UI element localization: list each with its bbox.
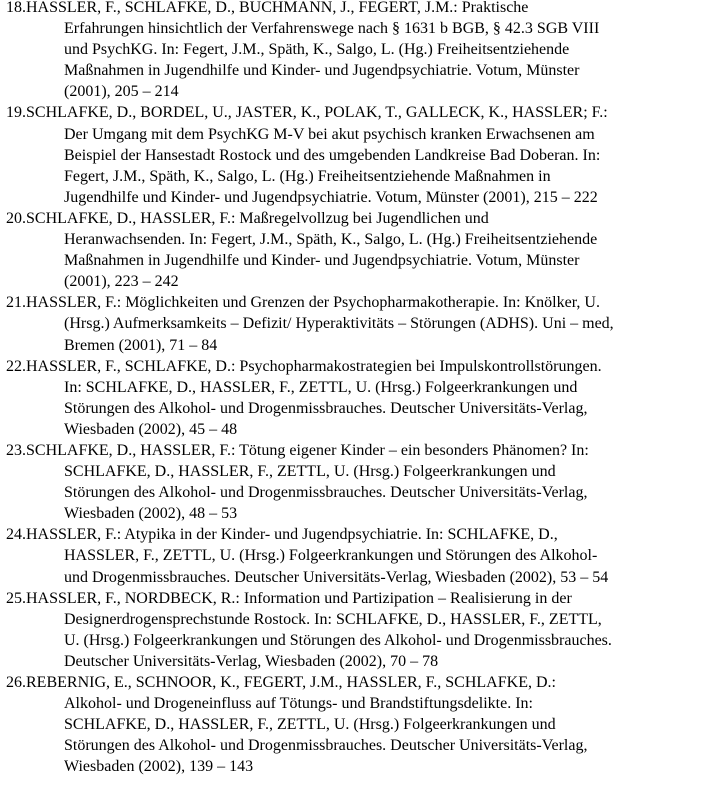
reference-line: Fegert, J.M., Späth, K., Salgo, L. (Hg.) Freiheitsentziehende Maßnahmen in <box>64 167 551 185</box>
reference-line: Wiesbaden (2002), 139 – 143 <box>64 758 254 776</box>
reference-line: Deutscher Universitäts-Verlag, Wiesbaden (2002), 70 – 78 <box>64 652 439 670</box>
reference-line: HASSLER, F.: Möglichkeiten und Grenzen der Psychopharmakotherapie. In: Knölker, U. <box>26 294 600 312</box>
reference-line: Jugendhilfe und Kinder- und Jugendpsychiatrie. Votum, Münster (2001), 215 – 222 <box>64 188 598 206</box>
reference-entry <box>0 524 715 587</box>
reference-line: Der Umgang mit dem PsychKG M-V bei akut psychisch kranken Erwachsenen am <box>64 125 595 143</box>
reference-number: 24. <box>6 526 26 544</box>
reference-number: 23. <box>6 441 26 459</box>
reference-line: Beispiel der Hansestadt Rostock und des umgebenden Landkreise Bad Doberan. In: <box>64 146 601 164</box>
reference-line: Wiesbaden (2002), 45 – 48 <box>64 420 238 438</box>
reference-line: Störungen des Alkohol- und Drogenmissbrauches. Deutscher Universitäts-Verlag, <box>64 399 588 417</box>
reference-line: Alkohol- und Drogeneinfluss auf Tötungs- und Brandstiftungsdelikte. In: <box>64 695 533 713</box>
reference-line: Heranwachsenden. In: Fegert, J.M., Späth, K., Salgo, L. (Hg.) Freiheitsentziehende <box>64 231 598 249</box>
reference-line: Erfahrungen hinsichtlich der Verfahrenswege nach § 1631 b BGB, § 42.3 SGB VIII <box>64 20 600 38</box>
reference-entry <box>0 440 715 524</box>
reference-entry <box>0 356 715 440</box>
reference-line: Störungen des Alkohol- und Drogenmissbrauches. Deutscher Universitäts-Verlag, <box>64 484 588 502</box>
reference-number: 20. <box>6 209 26 227</box>
reference-line: Designerdrogensprechstunde Rostock. In: SCHLAFKE, D., HASSLER, F., ZETTL, <box>64 610 602 628</box>
reference-number: 26. <box>6 674 26 691</box>
reference-number: 22. <box>6 357 26 375</box>
reference-entry <box>0 292 715 355</box>
reference-entry <box>0 208 715 292</box>
reference-first-line <box>0 208 715 229</box>
reference-line: und PsychKG. In: Fegert, J.M., Späth, K., Salgo, L. (Hg.) Freiheitsentziehende <box>64 41 570 59</box>
reference-line: U. (Hrsg.) Folgeerkrankungen und Störungen des Alkohol- und Drogenmissbrauches. <box>64 631 612 649</box>
reference-line: SCHLAFKE, D., HASSLER, F., ZETTL, U. (Hrsg.) Folgeerkrankungen und <box>64 463 556 481</box>
reference-line: SCHLAFKE, D., HASSLER, F.: Tötung eigener Kinder – ein besonders Phänomen? In: <box>26 441 589 459</box>
reference-line: SCHLAFKE, D., BORDEL, U., JASTER, K., POLAK, T., GALLECK, K., HASSLER; F.: <box>26 104 608 122</box>
reference-line: (2001), 205 – 214 <box>64 83 179 101</box>
reference-entry <box>0 672 715 777</box>
reference-number: 18. <box>6 0 26 16</box>
reference-line: Maßnahmen in Jugendhilfe und Kinder- und Jugendpsychiatrie. Votum, Münster <box>64 252 580 270</box>
reference-line: Bremen (2001), 71 – 84 <box>64 336 218 354</box>
reference-line: HASSLER, F., SCHLAFKE, D.: Psychopharmakostrategien bei Impulskontrollstörungen. <box>26 357 602 375</box>
reference-line: HASSLER, F., ZETTL, U. (Hrsg.) Folgeerkrankungen und Störungen des Alkohol- <box>64 547 598 565</box>
reference-first-line <box>0 440 715 461</box>
reference-line: HASSLER, F., SCHLAFKE, D., BUCHMANN, J., FEGERT, J.M.: Praktische <box>26 0 529 16</box>
reference-first-line <box>0 524 715 545</box>
reference-entry <box>0 588 715 672</box>
reference-line: Störungen des Alkohol- und Drogenmissbrauches. Deutscher Universitäts-Verlag, <box>64 737 588 755</box>
reference-line: SCHLAFKE, D., HASSLER, F., ZETTL, U. (Hrsg.) Folgeerkrankungen und <box>64 716 556 734</box>
reference-number: 19. <box>6 104 26 122</box>
reference-first-line <box>0 588 715 609</box>
reference-line: (2001), 223 – 242 <box>64 273 179 291</box>
reference-line: In: SCHLAFKE, D., HASSLER, F., ZETTL, U. (Hrsg.) Folgeerkrankungen und <box>64 378 578 396</box>
reference-number: 21. <box>6 294 26 312</box>
reference-line: Wiesbaden (2002), 48 – 53 <box>64 505 238 523</box>
reference-line: HASSLER, F., NORDBECK, R.: Information und Partizipation – Realisierung in der <box>26 589 572 607</box>
reference-line: REBERNIG, E., SCHNOOR, K., FEGERT, J.M., HASSLER, F., SCHLAFKE, D.: <box>26 674 556 691</box>
reference-line: Maßnahmen in Jugendhilfe und Kinder- und Jugendpsychiatrie. Votum, Münster <box>64 62 580 80</box>
reference-entry <box>0 0 715 102</box>
reference-line: (Hrsg.) Aufmerksamkeits – Defizit/ Hyperaktivitäts – Störungen (ADHS). Uni – med, <box>64 315 614 333</box>
reference-entry <box>0 102 715 207</box>
reference-line: SCHLAFKE, D., HASSLER, F.: Maßregelvollzug bei Jugendlichen und <box>26 209 489 227</box>
reference-line: und Drogenmissbrauches. Deutscher Universitäts-Verlag, Wiesbaden (2002), 53 – 54 <box>64 568 609 586</box>
reference-line: HASSLER, F.: Atypika in der Kinder- und Jugendpsychiatrie. In: SCHLAFKE, D., <box>26 526 558 544</box>
reference-first-line <box>0 102 715 123</box>
reference-first-line <box>0 672 715 693</box>
reference-first-line <box>0 356 715 377</box>
reference-first-line <box>0 0 715 18</box>
reference-first-line <box>0 292 715 313</box>
reference-number: 25. <box>6 589 26 607</box>
